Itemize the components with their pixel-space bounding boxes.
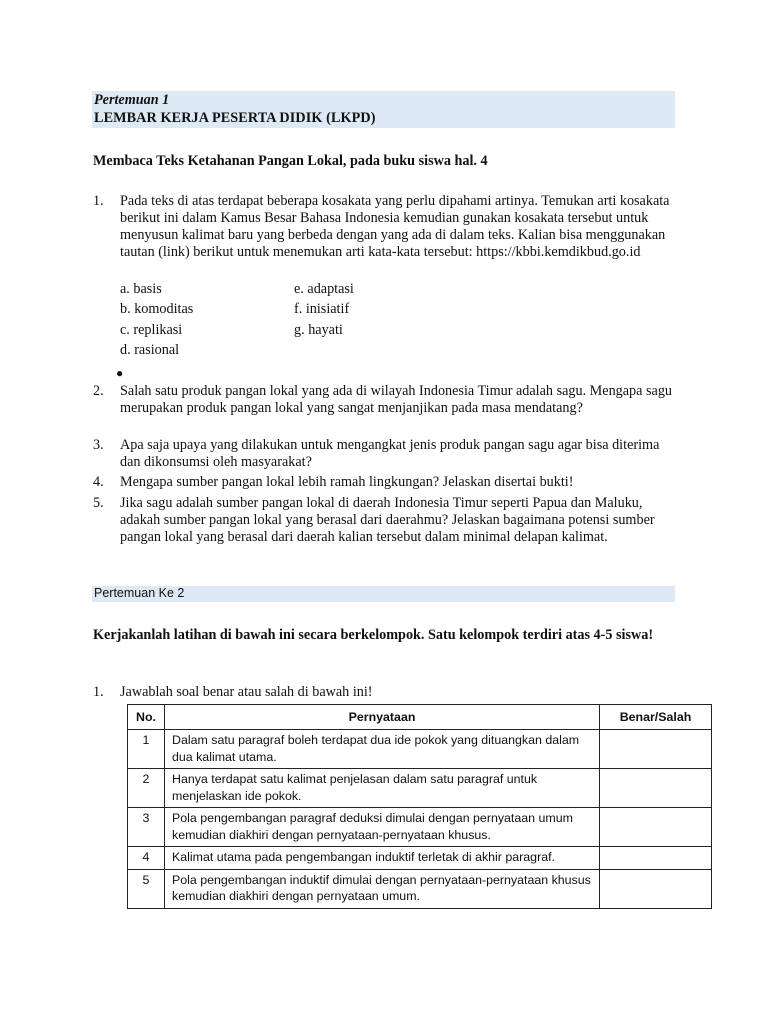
vocab-item: a. basis [120, 281, 162, 297]
answer-cell[interactable] [600, 869, 712, 908]
bullet-icon: ● [116, 366, 124, 380]
table-row [128, 869, 712, 908]
row-number: 2 [128, 769, 165, 808]
reading-subtitle: Membaca Teks Ketahanan Pangan Lokal, pada buku siswa hal. 4 [93, 153, 488, 169]
row-statement: Pola pengembangan paragraf deduksi dimulai dengan pernyataan umum kemudian diakhiri dengan pernyataan-pernyataan khusus. [165, 808, 600, 847]
column-header-no: No. [128, 705, 165, 730]
table-row [128, 808, 712, 847]
answer-cell[interactable] [600, 847, 712, 870]
vocab-item: f. inisiatif [294, 301, 350, 317]
question-number: 3. [93, 437, 104, 453]
question-text: Mengapa sumber pangan lokal lebih ramah lingkungan? Jelaskan disertai bukti! [120, 474, 574, 490]
row-statement: Hanya terdapat satu kalimat penjelasan dalam satu paragraf untuk menjelaskan ide pokok. [165, 769, 600, 808]
group-task-instruction: Kerjakanlah latihan di bawah ini secara berkelompok. Satu kelompok terdiri atas 4-5 siswa! [93, 627, 654, 643]
answer-cell[interactable] [600, 769, 712, 808]
column-header-answer: Benar/Salah [600, 705, 712, 730]
row-number: 3 [128, 808, 165, 847]
vocab-item: d. rasional [120, 342, 180, 358]
meeting-2-header [92, 586, 675, 602]
table-row [128, 847, 712, 870]
answer-cell[interactable] [600, 730, 712, 769]
question-text: Salah satu produk pangan lokal yang ada di wilayah Indonesia Timur adalah sagu. Mengapa sagu merupakan produk pangan lokal yang sangat menjanjikan pada masa mendatang? [120, 383, 673, 416]
question-number: 1. [93, 193, 104, 209]
meeting-label: Pertemuan 1 [94, 92, 170, 108]
question-text: Jika sagu adalah sumber pangan lokal di daerah Indonesia Timur seperti Papua dan Maluku, adakah sumber pangan lokal yang berasal dari daerahmu? Jelaskan bagaimana potensi sumber pangan lokal yang berasal dari daerah kalian tersebut dalam minimal delapan kalimat. [120, 495, 655, 545]
table-row [128, 730, 712, 769]
vocab-item: e. adaptasi [294, 281, 354, 297]
row-statement: Pola pengembangan induktif dimulai dengan pernyataan-pernyataan khusus kemudian diakhiri dengan pernyataan umum. [165, 869, 600, 908]
table-header-row [128, 705, 712, 730]
row-number: 4 [128, 847, 165, 870]
row-number: 1 [128, 730, 165, 769]
answer-cell[interactable] [600, 808, 712, 847]
worksheet-title: LEMBAR KERJA PESERTA DIDIK (LKPD) [94, 110, 376, 126]
row-statement: Dalam satu paragraf boleh terdapat dua ide pokok yang dituangkan dalam dua kalimat utama. [165, 730, 600, 769]
table-row [128, 769, 712, 808]
meeting-label: Pertemuan Ke 2 [94, 586, 185, 600]
question-text: Jawablah soal benar atau salah di bawah ini! [120, 684, 373, 700]
meeting-1-header [92, 91, 675, 128]
vocab-item: g. hayati [294, 322, 343, 338]
question-text: Pada teks di atas terdapat beberapa kosakata yang perlu dipahami artinya. Temukan arti kosakata berikut ini dalam Kamus Besar Bahasa Indonesia kemudian gunakan kosakata tersebut untuk menyusun kalimat baru yang berbeda dengan yang ada di dalam teks. Kalian bisa menggunakan tautan (link) berikut untuk menemukan arti kata-kata tersebut: https://kbbi.kemdikbud.go.id [120, 193, 670, 260]
true-false-table [127, 704, 712, 909]
row-number: 5 [128, 869, 165, 908]
question-text: Apa saja upaya yang dilakukan untuk mengangkat jenis produk pangan sagu agar bisa diterima dan dikonsumsi oleh masyarakat? [120, 437, 660, 470]
question-number: 5. [93, 495, 104, 511]
question-number: 4. [93, 474, 104, 490]
vocab-item: c. replikasi [120, 322, 183, 338]
question-number: 1. [93, 684, 104, 700]
row-statement: Kalimat utama pada pengembangan induktif terletak di akhir paragraf. [165, 847, 600, 870]
question-number: 2. [93, 383, 104, 399]
column-header-statement: Pernyataan [165, 705, 600, 730]
vocab-item: b. komoditas [120, 301, 194, 317]
